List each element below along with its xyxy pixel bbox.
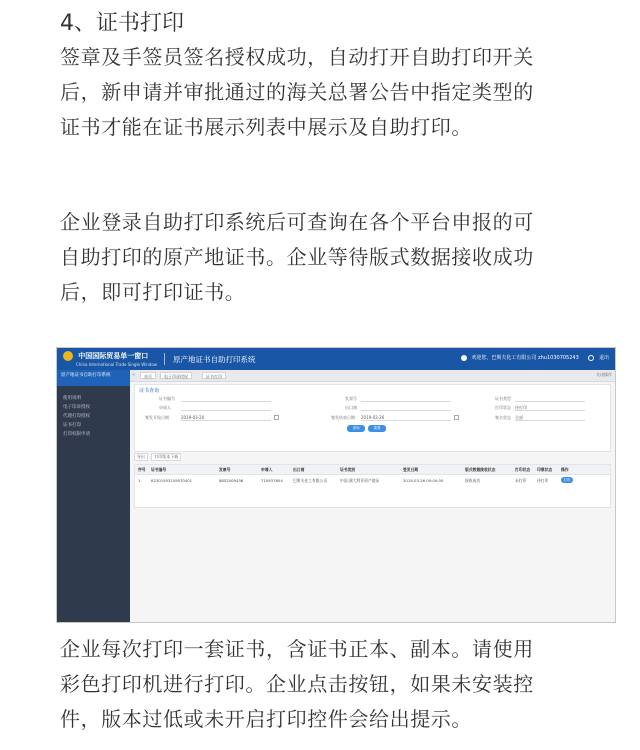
sidebar-item-seal-auth[interactable]: 电子印章授权 bbox=[63, 405, 90, 410]
calendar-icon[interactable] bbox=[454, 415, 459, 420]
to-date-input[interactable]: 2019-03-26 bbox=[361, 415, 451, 421]
cert-table bbox=[134, 464, 611, 508]
cell-exporter: 巴斯夫化工有限公司 bbox=[293, 478, 328, 483]
col-action: 操作 bbox=[561, 467, 569, 472]
cell-invoice: 8652009436 bbox=[219, 478, 244, 483]
from-date-input[interactable]: 2019-03-20 bbox=[181, 415, 271, 421]
col-invoice: 发票号 bbox=[219, 467, 231, 472]
col-receive-status: 版式数据接收状态 bbox=[465, 467, 496, 472]
logout-link[interactable]: 退出 bbox=[598, 355, 609, 361]
exporter-input[interactable] bbox=[361, 405, 451, 411]
table-toolbar bbox=[134, 453, 183, 461]
embedded-screenshot bbox=[56, 347, 616, 623]
power-icon[interactable] bbox=[588, 355, 594, 361]
paragraph-query: 企业登录自助打印系统后可查询在各个平台申报的可 自助打印的原产地证书。企业等待版式数据接收成功 后，即可打印证书。 bbox=[60, 210, 534, 304]
calendar-icon[interactable] bbox=[274, 415, 279, 420]
sidebar-item-permission[interactable]: 打印权限申请 bbox=[63, 432, 90, 437]
user-name: 欢迎您，巴斯夫化工有限公司 zhu1030705243 bbox=[471, 355, 579, 361]
table-header bbox=[135, 465, 610, 475]
sign-status-select[interactable]: 全部 bbox=[515, 415, 585, 421]
from-date-label: 签发开始日期 bbox=[145, 415, 169, 420]
cell-cert-no: K23019531095T0401 bbox=[151, 478, 193, 483]
print-status-label: 打印状态 bbox=[495, 405, 511, 410]
sidebar-item-guide[interactable]: 使用说明 bbox=[63, 396, 81, 401]
chevron-left-icon[interactable]: « bbox=[132, 372, 136, 378]
system-title: 原产地证书自助打印系统 bbox=[173, 355, 256, 364]
user-area bbox=[461, 354, 609, 361]
tab-bar bbox=[130, 370, 615, 382]
col-cert-no: 证书编号 bbox=[151, 467, 167, 472]
invoice-label: 发票号 bbox=[345, 396, 357, 401]
cert-no-label: 证书编号 bbox=[159, 396, 175, 401]
cell-receive-status: 接收成功 bbox=[465, 478, 481, 483]
user-icon bbox=[461, 355, 467, 361]
sidebar bbox=[57, 370, 130, 622]
applicant-label: 申请人 bbox=[159, 405, 171, 410]
print-status-select[interactable]: 待打印 bbox=[515, 405, 585, 411]
close-tabs-button[interactable]: 关闭操作 bbox=[596, 372, 612, 377]
sidebar-item-agent-auth[interactable]: 代理打印授权 bbox=[63, 414, 90, 419]
paragraph-authorization: 签章及手签员签名授权成功，自动打开自助打印开关 后，新申请并审批通过的海关总署公告中指定类型的 证书才能在证书展示列表中展示及自助打印。 bbox=[60, 45, 534, 139]
main-area bbox=[130, 370, 615, 622]
tab-seal-auth[interactable]: 电子印章授权 bbox=[160, 372, 192, 379]
logo bbox=[63, 351, 158, 367]
export-button[interactable]: 导出 bbox=[134, 453, 148, 461]
cell-cert-type: 中国-澳大利亚原产地证 bbox=[340, 478, 380, 483]
cert-no-input[interactable] bbox=[181, 396, 271, 402]
print-button[interactable]: 打印 bbox=[561, 477, 573, 483]
col-index: 序号 bbox=[138, 467, 146, 472]
col-print-status: 打印状态 bbox=[515, 467, 531, 472]
sign-status-label: 签名状态 bbox=[495, 415, 511, 420]
panel-title: 证书查询 bbox=[139, 388, 160, 394]
cell-seal-status: 待打印 bbox=[537, 478, 549, 483]
col-applicant: 申请人 bbox=[261, 467, 273, 472]
paragraph-printing: 企业每次打印一套证书，含证书正本、副本。请使用 彩色打印机进行打印。企业点击按钮，如果未安装控 件，版本过低或未开启打印控件会给出提示。 bbox=[60, 637, 534, 731]
cell-applicant: 710937604 bbox=[261, 478, 283, 483]
tab-cert-print[interactable]: 证书打印 bbox=[202, 372, 226, 379]
tab-home[interactable]: 首页 bbox=[140, 372, 156, 379]
sidebar-item-system[interactable]: 原产地证书自助打印系统 bbox=[57, 370, 130, 386]
emblem-icon bbox=[63, 351, 73, 361]
cert-type-select[interactable] bbox=[515, 396, 585, 402]
table-row bbox=[135, 476, 610, 485]
logo-subtitle: China International Trade Single Window bbox=[76, 362, 158, 367]
col-issue-date: 签发日期 bbox=[403, 467, 419, 472]
section-heading: 4、证书打印 bbox=[60, 11, 184, 36]
to-date-label: 签发结束日期 bbox=[331, 415, 355, 420]
applicant-input[interactable] bbox=[181, 405, 271, 411]
query-button[interactable]: 查询 bbox=[347, 425, 365, 432]
query-panel bbox=[134, 384, 611, 452]
col-seal-status: 印章状态 bbox=[537, 467, 553, 472]
cell-print-status: 未打印 bbox=[515, 478, 527, 483]
header-divider bbox=[164, 353, 165, 365]
sidebar-item-cert-print[interactable]: 证书打印 bbox=[63, 423, 81, 428]
app-header bbox=[57, 348, 615, 370]
cert-type-label: 证书类型 bbox=[495, 396, 511, 401]
col-cert-type: 证书类别 bbox=[340, 467, 356, 472]
reset-button[interactable]: 重置 bbox=[368, 425, 386, 432]
download-button[interactable]: 打印版本下载 bbox=[151, 453, 181, 461]
col-exporter: 出口商 bbox=[293, 467, 305, 472]
cell-index: 1 bbox=[138, 478, 141, 483]
invoice-input[interactable] bbox=[361, 396, 451, 402]
cell-issue-date: 2019-03-26 00:00:00 bbox=[403, 478, 444, 483]
exporter-label: 出口商 bbox=[345, 405, 357, 410]
logo-text: 中国国际贸易单一窗口 bbox=[78, 352, 149, 360]
